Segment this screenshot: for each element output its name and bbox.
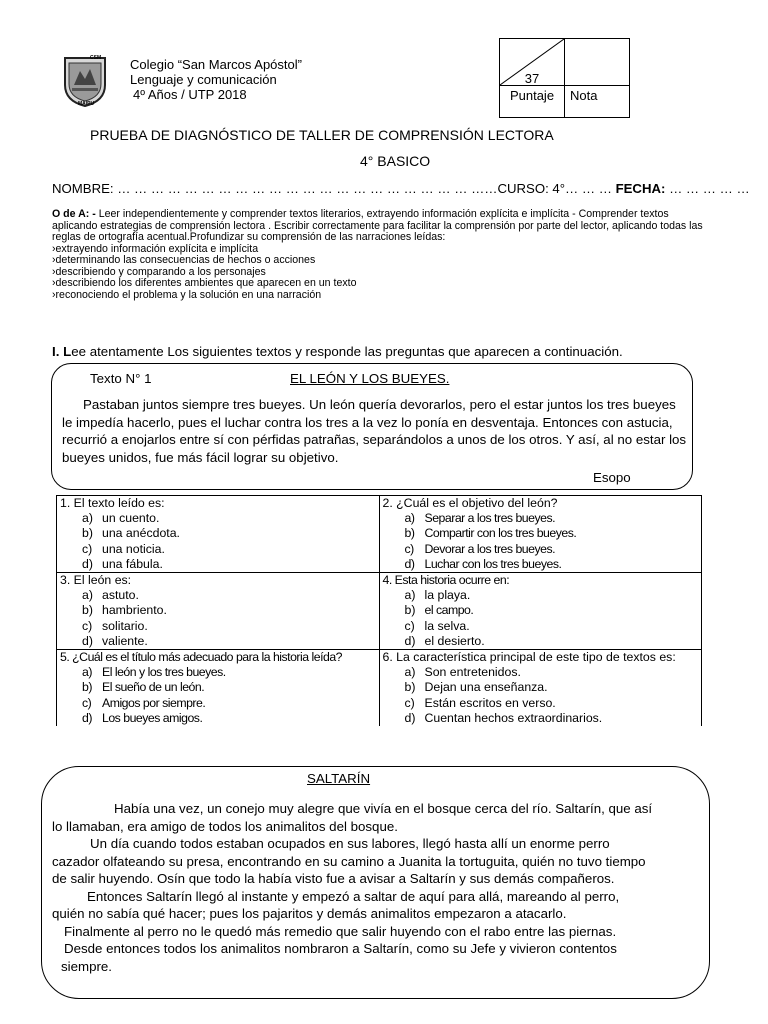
text2-line: Entonces Saltarín llegó al instante y empezó a saltar de aquí para allá, mareando al perro, [87,888,620,904]
student-info-line [52,181,750,196]
answer-option[interactable]: b) hambriento. [82,603,167,618]
instruction-text: ee atentamente Los siguientes textos y responde las preguntas que aparecen a continuación. [71,344,623,359]
text1-body: Pastaban juntos siempre tres bueyes. Un león quería devorarlos, pero el estar juntos los tres bueyes le impedía hacerlo, pues el luchar contra los tres a la vez lo ponía en desventaja. Entonces con astucia, recurrió a enojarlos entre sí con pérfidas patrañas, separándolos a unos de los otros. Y así, al no estar los bueyes unidos, fue más fácil lograr su objetivo. [62,397,687,465]
subject-name: Lenguaje y comunicación [130,72,277,87]
answer-option[interactable]: b) Dejan una enseñanza. [404,680,548,695]
answer-option[interactable]: d) Luchar con los tres bueyes. [404,556,562,571]
text2-line: cazador olfateando su presa, encontrando en su camino a Juanita la tortuguita, quién no tuvo tiempo [52,853,646,869]
question-text: 2. ¿Cuál es el objetivo del león? [382,496,558,510]
answer-option[interactable]: d) el desierto. [404,633,485,648]
question-cell [379,650,702,727]
text2-line: lo llamaban, era amigo de todos los animalitos del bosque. [52,818,398,834]
answer-option[interactable]: d) valiente. [82,633,148,648]
logo-top-text: CSM [90,55,102,61]
school-logo [60,55,110,108]
answer-option[interactable]: d) una fábula. [82,556,163,571]
answer-option[interactable]: c) Amigos por siempre. [82,695,206,710]
puntaje-label: Puntaje [509,88,555,103]
question-text: 3. El león es: [60,573,132,588]
nombre-label: NOMBRE: [52,181,114,196]
answer-option[interactable]: c) solitario. [82,618,148,633]
text2-line: de salir huyendo. Osín que todo la había visto fue a avisar a Saltarín y sus demás compañeros. [52,871,615,886]
text2-title: SALTARÍN [307,771,371,786]
objectives-block [52,209,712,301]
text2-line: Un día cuando todos estaban ocupados en sus labores, llegó hasta allí un enorme perro [90,836,610,851]
logo-bottom-text: MAIPU [78,101,95,107]
question-cell [379,573,702,650]
answer-option[interactable]: a) Separar a los tres bueyes. [404,511,556,526]
answer-option[interactable]: a) astuto. [82,588,139,603]
answer-option[interactable]: c) Están escritos en verso. [404,695,556,710]
school-name: Colegio “San Marcos Apóstol” [130,57,302,72]
answer-option[interactable]: c) la selva. [404,618,470,633]
instruction-line [52,344,623,359]
answer-option[interactable]: b) El sueño de un león. [82,680,205,695]
answer-option[interactable]: c) una noticia. [82,541,165,556]
objectives-text: Leer independientemente y comprender textos literarios, extrayendo información explícita e implícita - Comprender textos aplicando estrategias de comprensión lectora . Escribir correctamente para facilitar la comprensión por parte del lector, aplicando todas las reglas de ortografía acentual.Profundizar su comprensión de las narraciones leídas: [52,208,703,243]
text2-line: Había una vez, un conejo muy alegre que vivía en el bosque cerca del río. Saltarín, que así [114,801,653,816]
answer-option[interactable]: a) la playa. [404,588,471,603]
questions-table [56,495,702,726]
objective-item: › describiendo los diferentes ambientes que aparecen en un texto [52,278,712,290]
question-text: 5. ¿Cuál es el título más adecuado para la historia leída? [60,650,343,665]
test-title: PRUEBA DE DIAGNÓSTICO DE TALLER DE COMPRENSIÓN LECTORA [90,127,554,143]
text1-label: Texto N° 1 [90,371,152,386]
question-text: 1. El texto leído es: [60,496,165,510]
nombre-field[interactable]: … … … … … … … … … … … … … … … … … … … … … …… [113,181,498,196]
question-cell [57,650,380,727]
objective-item: › extrayendo información explícita e implícita [52,244,712,256]
objective-item: › determinando las consecuencias de hechos o acciones [52,255,712,267]
question-text: 4. Esta historia ocurre en: [382,573,510,588]
nota-label: Nota [570,88,598,103]
answer-option[interactable]: a) un cuento. [82,511,160,526]
fecha-label: FECHA: [611,181,666,196]
answer-option[interactable]: b) una anécdota. [82,526,180,541]
text2-line: quién no sabía qué hacer; pues los pajaritos y demás animalitos empezaron a atacarlo. [52,906,567,921]
answer-option[interactable]: d) Cuentan hechos extraordinarios. [404,710,603,725]
text1-title: EL LEÓN Y LOS BUEYES. [290,371,450,386]
score-box [499,38,630,118]
grade-level: 4° BASICO [360,153,431,169]
grade-year: 4º Años / UTP 2018 [133,87,247,102]
question-cell [379,496,702,573]
question-cell [57,496,380,573]
fecha-field[interactable]: … … … … … [665,181,750,196]
objectives-label: O de A: - [52,208,96,220]
objectives-list [52,244,712,302]
answer-option[interactable]: a) Son entretenidos. [404,665,521,680]
instruction-number: I. L [52,344,72,359]
answer-option[interactable]: b) el campo. [404,603,474,618]
text1-author: Esopo [593,470,631,485]
answer-option[interactable]: a) El león y los tres bueyes. [82,665,226,680]
text2-line: siempre. [61,958,112,974]
text2-line: Finalmente al perro no le quedó más remedio que salir huyendo con el rabo entre las piernas. [64,923,617,939]
points-value: 37 [524,71,540,86]
objective-item: › reconociendo el problema y la solución en una narración [52,290,712,302]
text2-body [52,800,762,975]
text2-line: Desde entonces todos los animalitos nombraron a Saltarín, como su Jefe y vivieron contentos [64,941,617,956]
answer-option[interactable]: c) Devorar a los tres bueyes. [404,541,556,556]
answer-option[interactable]: b) Compartir con los tres bueyes. [404,526,577,541]
curso-label: CURSO: 4° [497,181,566,196]
objective-item: › describiendo y comparando a los personajes [52,267,712,279]
curso-field[interactable]: … … … [565,181,612,196]
question-cell [57,573,380,650]
question-text: 6. La característica principal de este tipo de textos es: [382,650,676,665]
answer-option[interactable]: d) Los bueyes amigos. [82,710,203,725]
